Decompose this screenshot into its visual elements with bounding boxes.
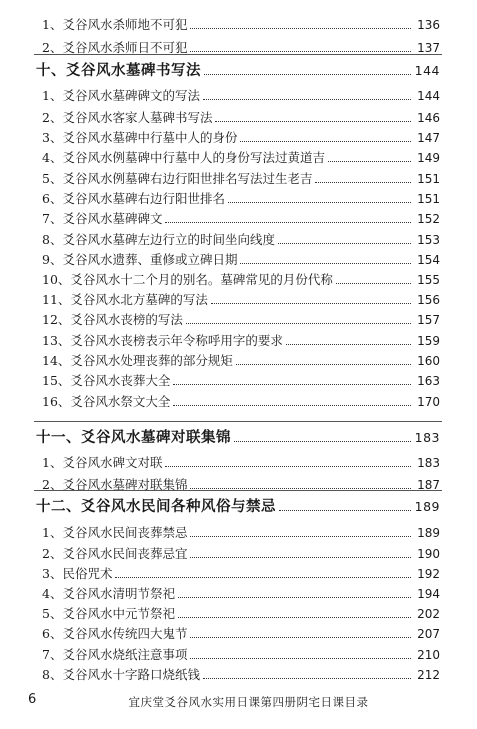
toc-entry-title: 1、爻谷风水民间丧葬禁忌 — [42, 525, 188, 540]
toc-entry — [42, 603, 440, 625]
page-number: 6 — [28, 692, 37, 707]
dot-leader — [190, 50, 411, 52]
toc-entry-title: 4、爻谷风水清明节祭祀 — [42, 586, 175, 601]
toc-entry — [42, 85, 440, 107]
dot-leader — [190, 636, 411, 638]
toc-page-number: 137 — [417, 41, 440, 55]
toc-entry-title: 1、爻谷风水杀师地不可犯 — [42, 17, 188, 32]
toc-page-number: 202 — [417, 607, 440, 621]
toc-entry-title: 7、爻谷风水墓碑碑文 — [42, 211, 163, 226]
toc-entry-title: 15、爻谷风水丧葬大全 — [42, 373, 171, 388]
toc-entry-title: 十、爻谷风水墓碑书写法 — [36, 62, 201, 79]
toc-entry — [42, 269, 440, 291]
toc-page-number: 152 — [417, 212, 440, 226]
section-divider — [34, 421, 442, 422]
toc-entry-title: 14、爻谷风水处理丧葬的部分规矩 — [42, 353, 233, 368]
toc-page-number: 192 — [417, 567, 440, 581]
toc-entry-title: 6、爻谷风水墓碑右边行阳世排名 — [42, 191, 225, 206]
toc-entry — [42, 289, 440, 311]
dot-leader — [286, 343, 411, 345]
toc-section-heading — [36, 427, 440, 449]
toc-entry — [42, 37, 440, 59]
toc-entry — [42, 147, 440, 169]
toc-page-number: 183 — [417, 456, 440, 470]
footer-title: 宜庆堂爻谷风水实用日课第四册阴宅日课目录 — [128, 695, 369, 709]
toc-page-number: 151 — [417, 192, 440, 206]
toc-entry — [42, 474, 440, 496]
toc-entry-title: 6、爻谷风水传统四大鬼节 — [42, 626, 188, 641]
toc-entry-title: 8、爻谷风水墓碑左边行立的时间坐向线度 — [42, 232, 275, 247]
toc-page-number: 136 — [417, 18, 440, 32]
toc-entry — [42, 664, 440, 686]
dot-leader — [173, 383, 411, 385]
toc-entry-title: 十二、爻谷风水民间各种风俗与禁忌 — [36, 498, 276, 515]
toc-page-number: 210 — [417, 648, 440, 662]
toc-page-number: 146 — [417, 111, 440, 125]
toc-entry — [42, 644, 440, 666]
toc-page-number: 154 — [417, 253, 440, 267]
toc-page-number: 207 — [417, 627, 440, 641]
dot-leader — [336, 282, 411, 284]
toc-page-number: 163 — [417, 374, 440, 388]
dot-leader — [240, 262, 411, 264]
toc-page-number: 149 — [417, 151, 440, 165]
toc-entry-title: 13、爻谷风水丧榜表示年令称呼用字的要求 — [42, 333, 283, 348]
toc-entry-title: 4、爻谷风水例墓碑中行墓中人的身份写法过黄道吉 — [42, 150, 325, 165]
toc-page-number: 155 — [417, 273, 440, 287]
toc-entry-title: 2、爻谷风水杀师日不可犯 — [42, 40, 188, 55]
toc-entry-title: 3、爻谷风水墓碑中行墓中人的身份 — [42, 130, 238, 145]
toc-page-number: 144 — [414, 63, 440, 78]
dot-leader — [315, 181, 411, 183]
dot-leader — [203, 98, 411, 100]
dot-leader — [215, 120, 411, 122]
toc-entry — [42, 350, 440, 372]
toc-page-number: 183 — [414, 430, 440, 445]
toc-page-number: 157 — [417, 313, 440, 327]
toc-entry — [42, 391, 440, 413]
toc-entry-title: 16、爻谷风水祭文大全 — [42, 394, 171, 409]
dot-leader — [236, 363, 411, 365]
dot-leader — [328, 160, 411, 162]
toc-page-number: 190 — [417, 547, 440, 561]
toc-page-number: 156 — [417, 293, 440, 307]
dot-leader — [190, 657, 411, 659]
dot-leader — [165, 221, 411, 223]
toc-entry-title: 12、爻谷风水丧榜的写法 — [42, 312, 183, 327]
toc-entry-title: 8、爻谷风水十字路口烧纸钱 — [42, 667, 200, 682]
dot-leader — [115, 576, 411, 578]
toc-entry-title: 1、爻谷风水墓碑碑文的写法 — [42, 88, 200, 103]
toc-page-number: 187 — [417, 478, 440, 492]
toc-entry — [42, 107, 440, 129]
dot-leader — [178, 616, 411, 618]
dot-leader — [190, 556, 411, 558]
toc-section-heading — [36, 496, 440, 518]
dot-leader — [186, 322, 411, 324]
toc-entry — [42, 370, 440, 392]
dot-leader — [240, 140, 411, 142]
toc-entry — [42, 229, 440, 251]
toc-entry — [42, 309, 440, 331]
dot-leader — [190, 487, 411, 489]
dot-leader — [234, 440, 411, 442]
toc-entry-title: 11、爻谷风水北方墓碑的写法 — [42, 292, 208, 307]
toc-entry — [42, 522, 440, 544]
dot-leader — [203, 677, 411, 679]
toc-entry-title: 3、民俗咒术 — [42, 566, 113, 581]
toc-page-number: 189 — [417, 526, 440, 540]
section-divider — [34, 490, 442, 491]
toc-entry-title: 10、爻谷风水十二个月的别名。墓碑常见的月份代称 — [42, 272, 333, 287]
toc-entry — [42, 623, 440, 645]
toc-page-number: 212 — [417, 668, 440, 682]
toc-entry — [42, 330, 440, 352]
toc-entry-title: 2、爻谷风水民间丧葬忌宜 — [42, 546, 188, 561]
toc-entry-title: 7、爻谷风水烧纸注意事项 — [42, 647, 188, 662]
toc-entry — [42, 168, 440, 190]
toc-entry — [42, 249, 440, 271]
toc-entry — [42, 583, 440, 605]
toc-page-number: 160 — [417, 354, 440, 368]
toc-entry — [42, 127, 440, 149]
toc-entry-title: 2、爻谷风水客家人墓碑书写法 — [42, 110, 213, 125]
dot-leader — [279, 509, 411, 511]
toc-entry — [42, 452, 440, 474]
toc-entry-title: 5、爻谷风水中元节祭祀 — [42, 606, 175, 621]
toc-entry — [42, 14, 440, 36]
dot-leader — [204, 73, 411, 75]
dot-leader — [190, 27, 411, 29]
toc-entry-title: 5、爻谷风水例墓碑右边行阳世排名写法过生老吉 — [42, 171, 313, 186]
dot-leader — [211, 302, 411, 304]
dot-leader — [173, 404, 411, 406]
dot-leader — [165, 465, 411, 467]
toc-page-number: 153 — [417, 233, 440, 247]
toc-entry-title: 2、爻谷风水墓碑对联集锦 — [42, 477, 188, 492]
toc-entry — [42, 188, 440, 210]
toc-entry — [42, 563, 440, 585]
toc-entry-title: 9、爻谷风水遗葬、重修或立碑日期 — [42, 252, 238, 267]
dot-leader — [190, 535, 411, 537]
dot-leader — [278, 242, 411, 244]
toc-page-number: 159 — [417, 334, 440, 348]
toc-page-number: 194 — [417, 587, 440, 601]
toc-entry — [42, 543, 440, 565]
dot-leader — [228, 201, 411, 203]
toc-entry-title: 1、爻谷风水碑文对联 — [42, 455, 163, 470]
toc-page-number: 151 — [417, 172, 440, 186]
section-divider — [34, 54, 442, 55]
toc-page-number: 170 — [417, 395, 440, 409]
toc-entry — [42, 208, 440, 230]
toc-page-number: 144 — [417, 89, 440, 103]
toc-page-number: 147 — [417, 131, 440, 145]
toc-section-heading — [36, 60, 440, 82]
toc-entry-title: 十一、爻谷风水墓碑对联集锦 — [36, 429, 231, 446]
dot-leader — [178, 596, 411, 598]
toc-page-number: 189 — [414, 499, 440, 514]
